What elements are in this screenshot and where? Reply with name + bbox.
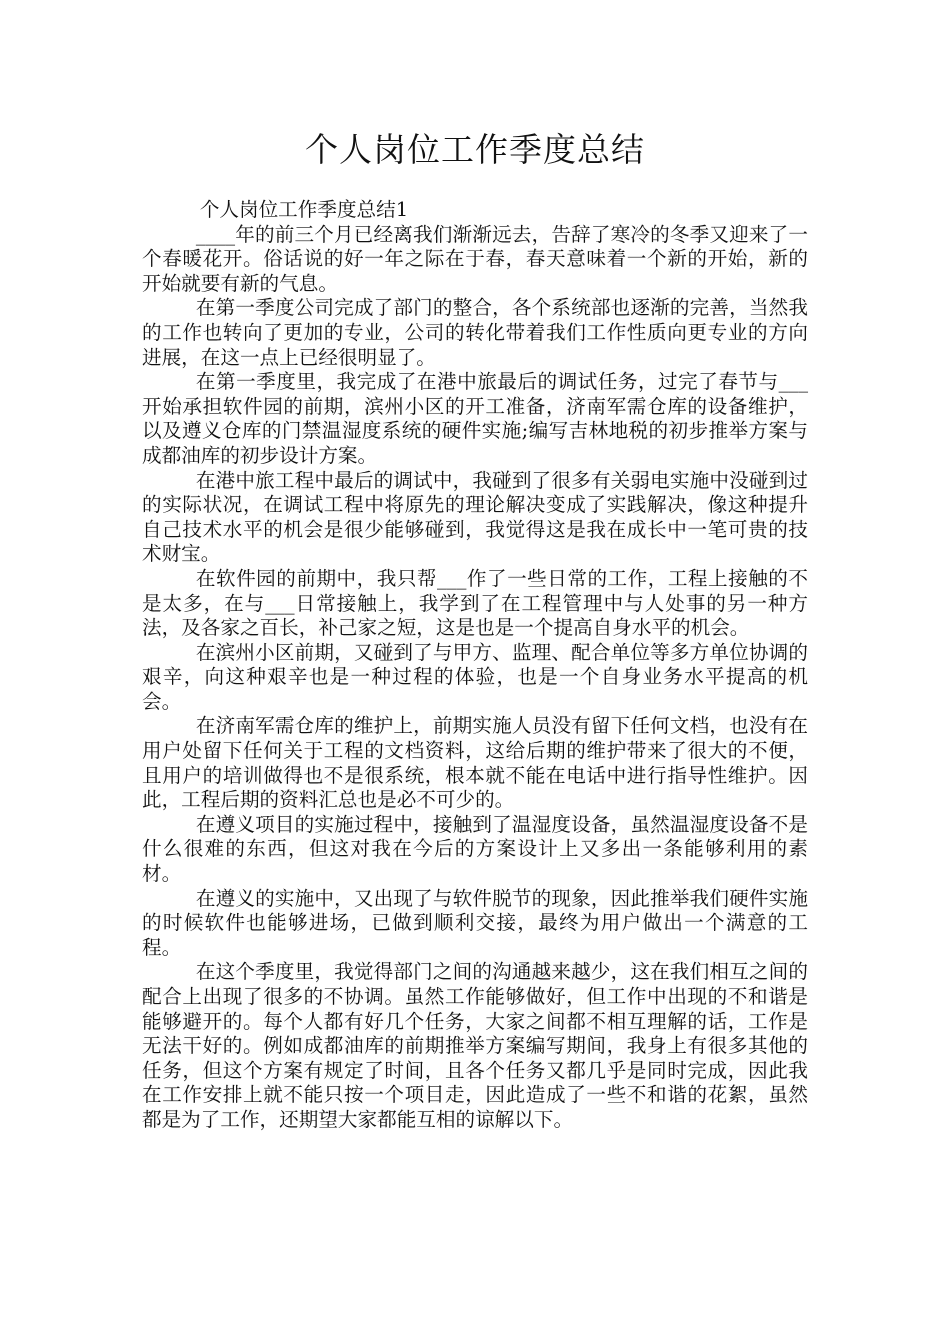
paragraph: 在遵义项目的实施过程中，接触到了温湿度设备，虽然温湿度设备不是什么很难的东西，但这对我在今后的方案设计上又多出一条能够利用的素材。 [142, 812, 808, 886]
paragraph: 在滨州小区前期，又碰到了与甲方、监理、配合单位等多方单位协调的艰辛，向这种艰辛也是一种过程的体验，也是一个自身业务水平提高的机会。 [142, 640, 808, 713]
paragraph: 在济南军需仓库的维护上，前期实施人员没有留下任何文档，也没有在用户处留下任何关于工程的文档资料，这给后期的维护带来了很大的不便，且用户的培训做得也不是很系统，根本就不能在电话中进行指导性维护。因此，工程后期的资料汇总也是必不可少的。 [142, 714, 808, 812]
paragraph: 在这个季度里，我觉得部门之间的沟通越来越少，这在我们相互之间的配合上出现了很多的不协调。虽然工作能够做好，但工作中出现的不和谐是能够避开的。每个人都有好几个任务，大家之间都不相互理解的话，工作是无法干好的。例如成都油库的前期推举方案编写期间，我身上有很多其他的任务，但这个方案有规定了时间，且各个任务又都几乎是同时完成，因此我在工作安排上就不能只按一个项目走，因此造成了一些不和谐的花絮，虽然都是为了工作，还期望大家都能互相的谅解以下。 [142, 960, 808, 1131]
paragraph: 在第一季度公司完成了部门的整合，各个系统部也逐渐的完善，当然我的工作也转向了更加的专业，公司的转化带着我们工作性质向更专业的方向进展，在这一点上已经很明显了。 [142, 296, 808, 369]
paragraph: 在遵义的实施中，又出现了与软件脱节的现象，因此推举我们硬件实施的时候软件也能够进场，已做到顺利交接，最终为用户做出一个满意的工程。 [142, 886, 808, 959]
paragraph: 在第一季度里，我完成了在港中旅最后的调试任务，过完了春节与___开始承担软件园的前期，滨州小区的开工准备，济南军需仓库的设备维护，以及遵义仓库的门禁温湿度系统的硬件实施;编写吉林地税的初步推举方案与成都油库的初步设计方案。 [142, 370, 808, 467]
document-body [142, 198, 808, 1133]
document-title: 个人岗位工作季度总结 [305, 130, 645, 169]
paragraph: 在港中旅工程中最后的调试中，我碰到了很多有关弱电实施中没碰到过的实际状况，在调试工程中将原先的理论解决变成了实践解决，像这种提升自己技术水平的机会是很少能够碰到，我觉得这是我在成长中一笔可贵的技术财宝。 [142, 468, 808, 566]
paragraph: 在软件园的前期中，我只帮___作了一些日常的工作，工程上接触的不是太多，在与___日常接触上，我学到了在工程管理中与人处事的另一种方法，及各家之百长，补己家之短，这是也是一个提高自身水平的机会。 [142, 566, 808, 640]
paragraph: ____年的前三个月已经离我们渐渐远去，告辞了寒冷的冬季又迎来了一个春暖花开。俗话说的好一年之际在于春，春天意味着一个新的开始，新的开始就要有新的气息。 [142, 222, 808, 295]
document-subtitle: 个人岗位工作季度总结1 [199, 198, 409, 221]
